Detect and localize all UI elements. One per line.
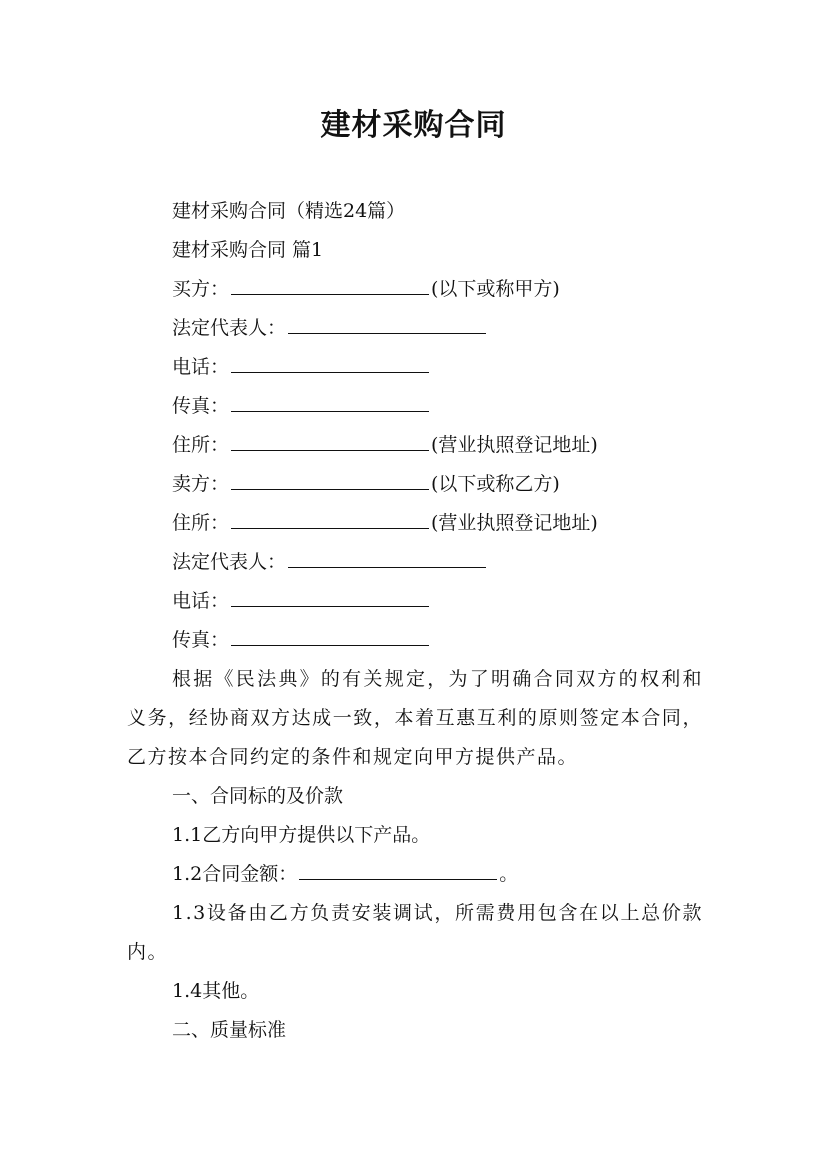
blank-underline — [231, 278, 429, 295]
blank-underline — [231, 629, 429, 646]
line-seller — [127, 465, 703, 504]
field-note: (以下或称乙方) — [431, 473, 560, 495]
blank-underline — [231, 356, 429, 373]
clause-1-1: 1.1乙方向甲方提供以下产品。 — [172, 824, 431, 846]
document-title: 建材采购合同 — [320, 108, 507, 143]
field-label: 传真： — [172, 395, 230, 417]
document-body — [127, 192, 703, 1050]
line-buyer-fax — [127, 387, 703, 426]
line-buyer — [127, 270, 703, 309]
field-label: 传真： — [172, 629, 230, 651]
line-subtitle — [127, 192, 703, 231]
clause-1-3: 1.3设备由乙方负责安装调试，所需费用包含在以上总价款内。 — [127, 902, 703, 963]
line-buyer-representative — [127, 309, 703, 348]
line-seller-representative — [127, 543, 703, 582]
blank-underline — [288, 551, 486, 568]
line-text: 建材采购合同（精选24篇） — [172, 200, 406, 222]
blank-underline — [231, 590, 429, 607]
blank-underline — [231, 512, 429, 529]
blank-underline — [231, 395, 429, 412]
field-note: (营业执照登记地址) — [431, 434, 598, 456]
field-label: 法定代表人： — [172, 317, 287, 339]
field-label: 买方： — [172, 278, 230, 300]
blank-underline — [231, 473, 429, 490]
line-seller-address — [127, 504, 703, 543]
field-label: 电话： — [172, 590, 230, 612]
section-heading-1: 一、合同标的及价款 — [172, 785, 344, 807]
field-label: 1.2合同金额： — [172, 863, 298, 885]
field-label: 电话： — [172, 356, 230, 378]
field-label: 住所： — [172, 512, 230, 534]
field-label: 住所： — [172, 434, 230, 456]
section-heading-2: 二、质量标准 — [172, 1019, 287, 1041]
blank-underline — [231, 434, 429, 451]
line-seller-phone — [127, 582, 703, 621]
field-label: 卖方： — [172, 473, 230, 495]
field-label: 法定代表人： — [172, 551, 287, 573]
clause-1-2 — [127, 855, 703, 894]
line-article-heading — [127, 231, 703, 270]
field-note: 。 — [499, 863, 519, 885]
line-buyer-address — [127, 426, 703, 465]
field-note: (营业执照登记地址) — [431, 512, 598, 534]
clause-1-4: 1.4其他。 — [172, 980, 260, 1002]
blank-underline — [299, 863, 497, 880]
line-text: 建材采购合同 篇1 — [172, 239, 324, 261]
intro-paragraph: 根据《民法典》的有关规定，为了明确合同双方的权利和义务，经协商双方达成一致，本着互惠互利的原则签定本合同，乙方按本合同约定的条件和规定向甲方提供产品。 — [127, 668, 703, 768]
field-note: (以下或称甲方) — [431, 278, 560, 300]
blank-underline — [288, 317, 486, 334]
line-seller-fax — [127, 621, 703, 660]
line-buyer-phone — [127, 348, 703, 387]
